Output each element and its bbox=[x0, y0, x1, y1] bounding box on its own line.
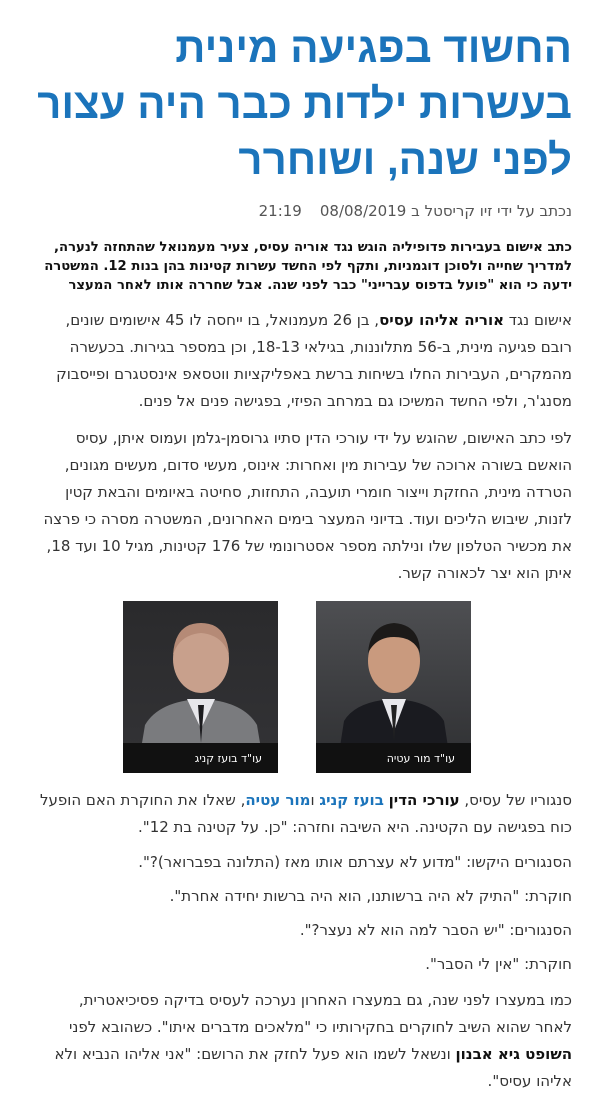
date-prefix: ב bbox=[411, 202, 420, 220]
para1-bold: אוריה אליהו עסיס bbox=[379, 311, 505, 329]
qa-line-3: הסנגורים: "יש הסבר למה הוא לא נעצר?". bbox=[299, 921, 572, 939]
paragraph-4 bbox=[40, 987, 572, 1095]
para3-post: , שאלו את החוקרת האם הופעל כוח בפגישה עם הקטינה. היא השיבה וחזרה: "כן. על קטינה בת 12". bbox=[39, 791, 572, 836]
lede: כתב אישום בעבירות פדופיליה הוגש נגד אוריה עסיס, צעיר מעמנואל שהתחזה לנערה, למדריך שחייה ולסוכן דוגמניות, ותקף לפי החשד עשרות קטינות בהן בנות 12. המשטרה ידעה כי הוא "פועל בדפוס עברייני" כבר לפני שנה. אבל שחררה אותו לאחר המעצר bbox=[44, 240, 572, 293]
byline bbox=[40, 202, 572, 220]
photo-row bbox=[40, 601, 572, 773]
headline-line-1: החשוד בפגיעה מינית bbox=[175, 24, 572, 71]
paragraph-1 bbox=[40, 307, 572, 415]
photo-attorney-boaz-kenig bbox=[123, 601, 278, 773]
headline bbox=[37, 20, 572, 188]
para4-post: ונשאל לשמו הוא פעל לחזק את הרושם: "אני אליהו הנביא ולא אליהו עסיס". bbox=[54, 1045, 572, 1090]
qa-line-4: חוקרת: "אין לי הסבר". bbox=[425, 955, 572, 973]
author-name: נכתב על ידי זיו קריסטל bbox=[424, 202, 572, 220]
para1-post: , בן 26 מעמנואל, בו ייחסה לו 45 אישומים שונים, רובם פגיעה מינית, ב-56 מתלוננות, בגילאי 18-13, וכן במספר בגירות. בכעשרה מהמקרים, העבירות החלו בשיחות ברשת באפליקציות ווטסאפ אינסטגרם ופייסבוק מסנג'ר, ולפי החשד המשיכו גם במרחב הפיזי, בפגישה פנים אל פנים. bbox=[56, 311, 572, 410]
para3-mid: ו bbox=[310, 791, 320, 809]
qa-line-2: חוקרת: "התיק לא היה ברשותנו, הוא היה ברשות יחידה אחרת". bbox=[169, 887, 572, 905]
para3-bold: עורכי הדין bbox=[388, 791, 460, 809]
photo-caption: עו"ד מור עטיה bbox=[316, 743, 471, 773]
link-mor-atia[interactable]: מור עטיה bbox=[245, 791, 311, 809]
paragraph-3 bbox=[40, 787, 572, 841]
paragraph-2: לפי כתב האישום, שהוגש על ידי עורכי הדין סתיו גרוסמן-גלמן ועמוס איתן, עסיס הואשם בשורה ארוכה של עבירות מין ואחרות: אינוס, מעשי סדום, מעשים מגונים, הטרדה מינית, החזקת וייצור חומרי תועבה, התחזות, סחיטה באיומים והבאת קטין לזנות, שיבוש הליכים ועוד. בדיוני המעצר בימים האחרונים, המשטרה מסרה כי פרצה את מכשיר הטלפון שלו ונילתה מספר אסטרונומי של 176 קטינות, מגיל 10 ועד 18, איתן הוא יצר לכאורה קשר. bbox=[43, 429, 572, 582]
publish-time: 21:19 bbox=[258, 202, 302, 220]
qa-line-1: הסנגורים היקשו: "מדוע לא עצרתם אותו מאז (התלונה בפברואר)?". bbox=[138, 853, 572, 871]
headline-line-2: בעשרות ילדות כבר היה עצור bbox=[37, 80, 572, 127]
para4-bold: השופט גיא אבנון bbox=[455, 1045, 572, 1063]
byline-author bbox=[320, 202, 572, 220]
headline-line-3: לפני שנה, ושוחרר bbox=[238, 136, 572, 183]
para1-pre: אישום נגד bbox=[504, 311, 572, 329]
publish-date: 08/08/2019 bbox=[319, 202, 407, 220]
photo-attorney-mor-atia bbox=[316, 601, 471, 773]
para3-pre: סנגוריו של עסיס, bbox=[459, 791, 572, 809]
para4-pre: כמו במעצרו לפני שנה, גם במעצרו האחרון נערכה לעסיס בדיקה פסיכיאטרית, לאחר שהוא השיב לחוקרים בחקירותיו כי "מלאכים מדברים איתו". כשהובא לפני bbox=[68, 991, 572, 1036]
photo-caption: עו"ד בועז קניג bbox=[123, 743, 278, 773]
link-boaz-kenig[interactable]: בועז קניג bbox=[319, 791, 384, 809]
